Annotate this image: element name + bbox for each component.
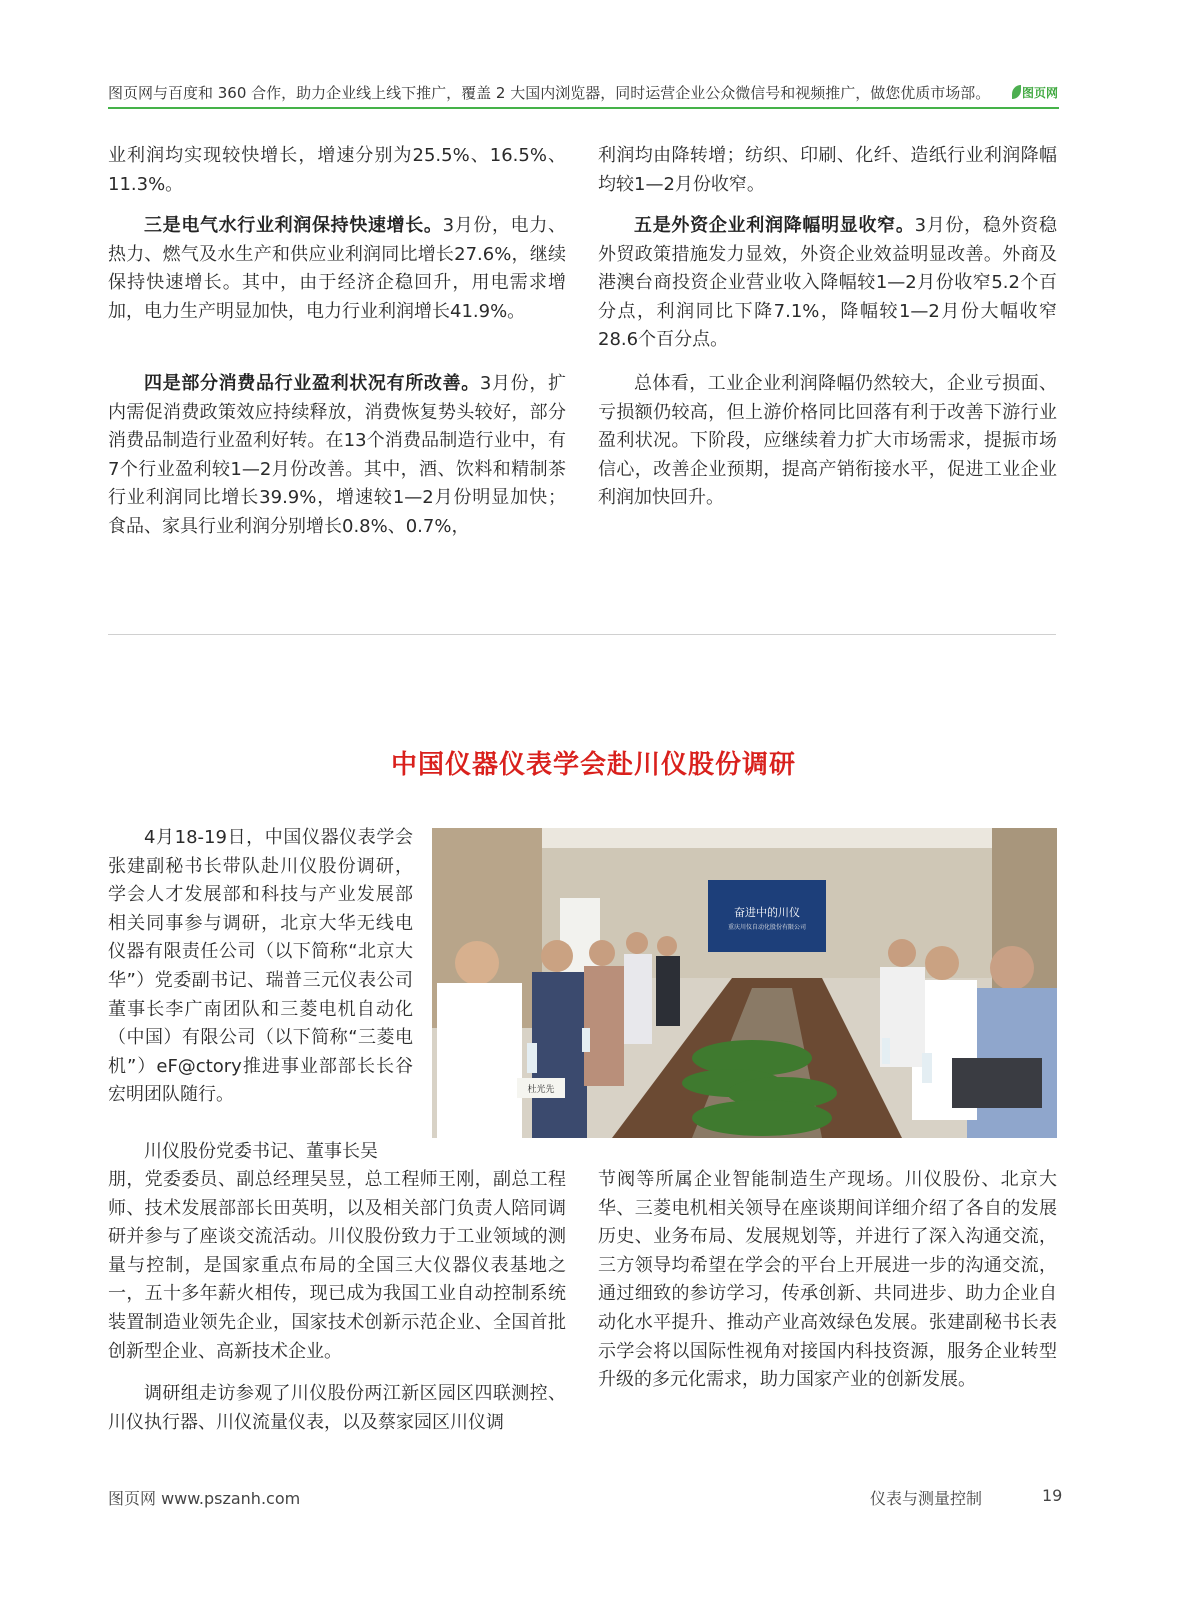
upper-right-paragraph-3: 总体看，工业企业利润降幅仍然较大，企业亏损面、亏损额仍较高，但上游价格同比回落有利于改善下游行业盈利状况。下阶段，应继续着力扩大市场需求，提振市场信心，改善企业预期，提高产销衔接水平，促进工业企业利润加快回升。	[598, 373, 1057, 509]
upper-right-paragraph-2	[598, 212, 1057, 355]
article-right-column: 节阀等所属企业智能制造生产现场。川仪股份、北京大华、三菱电机相关领导在座谈期间详细介绍了各自的发展历史、业务布局、发展规划等，并进行了深入沟通交流，三方领导均希望在学会的平台上开展进一步的沟通交流，通过细致的参访学习，传承创新、共同进步、助力企业自动化水平提升、推动产业高效绿色发展。张建副秘书长表示学会将以国际性视角对接国内科技资源，服务企业转型升级的多元化需求，助力国家产业的创新发展。	[598, 1169, 1057, 1391]
section-body-4: 3月份，扩内需促消费政策效应持续释放，消费恢复势头较好，部分消费品制造行业盈利好转。在13个消费品制造行业中，有7个行业盈利较1—2月份改善。其中，酒、饮料和精制茶行业利润同比增长39.9%，增速较1—2月份明显加快；食品、家具行业利润分别增长0.8%、0.7%，	[108, 373, 567, 537]
nameplate-text: 杜光先	[527, 1085, 555, 1095]
section-body-5: 3月份，稳外资稳外贸政策措施发力显效，外资企业效益明显改善。外商及港澳台商投资企业营业收入降幅较1—2月份收窄5.2个百分点，利润同比下降7.1%，降幅较1—2月份大幅收窄28.6个百分点。	[598, 215, 1058, 351]
site-logo[interactable]	[1012, 84, 1058, 102]
footer-magazine: 仪表与测量控制	[870, 1489, 983, 1508]
section-heading-4: 四是部分消费品行业盈利状况有所改善。	[144, 373, 480, 394]
article-paragraph-2-start: 川仪股份党委书记、董事长吴	[144, 1141, 378, 1162]
footer-site[interactable]: 图页网 www.pszanh.com	[108, 1489, 301, 1508]
article-title: 中国仪器仪表学会赴川仪股份调研	[390, 750, 796, 780]
upper-right-paragraph-1: 利润均由降转增；纺织、印刷、化纤、造纸行业利润降幅均较1—2月份收窄。	[598, 145, 1057, 195]
header-banner: 图页网与百度和 360 合作，助力企业线上线下推广，覆盖 2 大国内浏览器，同时运营企业公众微信号和视频推广，做您优质市场部。	[108, 84, 991, 102]
article-intro: 4月18-19日，中国仪器仪表学会张建副秘书长带队赴川仪股份调研，学会人才发展部和科技与产业发展部相关同事参与调研，北京大华无线电仪器有限责任公司（以下简称“北京大华”）党委副书记、瑞普三元仪表公司董事长李广南团队和三菱电机自动化（中国）有限公司（以下简称“三菱电机”）eF@ctory推进事业部部长长谷宏明团队随行。	[108, 827, 413, 1106]
upper-left-paragraph-3	[108, 370, 566, 542]
section-heading-3: 三是电气水行业利润保持快速增长。	[144, 215, 443, 236]
page-number: 19	[1042, 1486, 1063, 1505]
section-heading-5: 五是外资企业利润降幅明显收窄。	[634, 215, 915, 236]
section-divider	[108, 634, 1056, 635]
logo-text: 图页网	[1022, 86, 1059, 100]
upper-left-paragraph-1: 业利润均实现较快增长，增速分别为25.5%、16.5%、11.3%。	[108, 145, 566, 195]
upper-left-paragraph-2	[108, 212, 566, 326]
screen-subtext: 重庆川仪自动化股份有限公司	[727, 924, 807, 931]
meeting-photo	[432, 828, 1057, 1138]
section-body-3: 3月份，电力、热力、燃气及水生产和供应业利润同比增长27.6%，继续保持快速增长。其中，由于经济企稳回升，用电需求增加，电力生产明显加快，电力行业利润增长41.9%。	[108, 215, 566, 322]
header-divider	[108, 107, 1059, 109]
article-paragraph-2: 朋，党委委员、副总经理吴昱，总工程师王刚，副总工程师、技术发展部部长田英明，以及相关部门负责人陪同调研并参与了座谈交流活动。川仪股份致力于工业领域的测量与控制，是国家重点布局的全国三大仪器仪表基地之一，五十多年薪火相传，现已成为我国工业自动控制系统装置制造业领先企业，国家技术创新示范企业、全国首批创新型企业、高新技术企业。	[108, 1169, 566, 1362]
screen-text: 奋进中的川仪	[734, 906, 800, 919]
leaf-icon	[1012, 85, 1021, 99]
article-paragraph-3: 调研组走访参观了川仪股份两江新区园区四联测控、川仪执行器、川仪流量仪表，以及蔡家园区川仪调	[108, 1383, 566, 1433]
